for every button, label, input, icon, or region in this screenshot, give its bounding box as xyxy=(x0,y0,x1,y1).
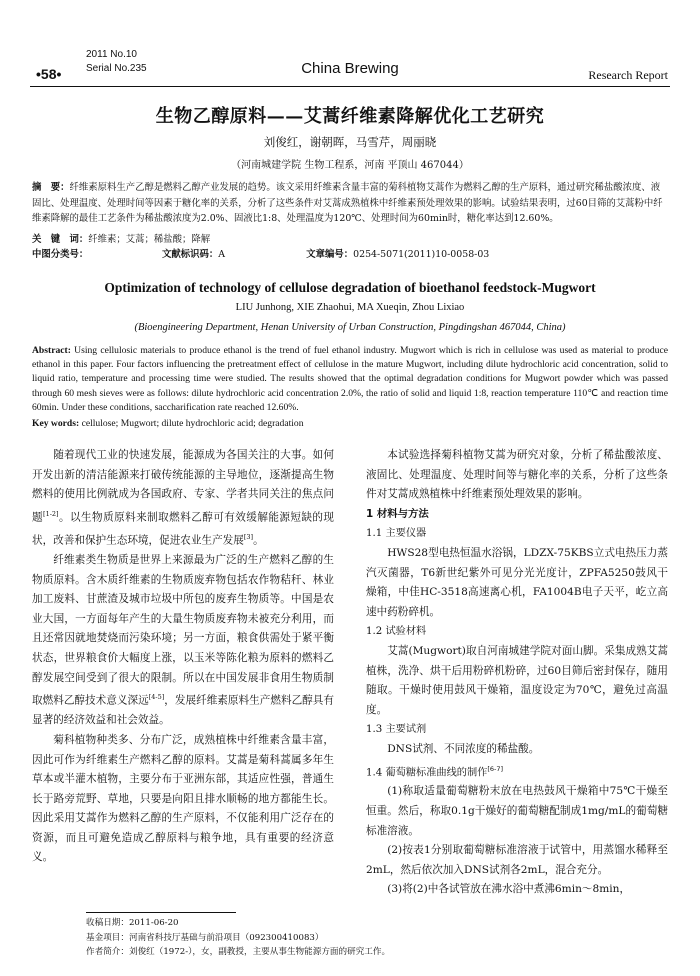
affiliation-english: (Bioengineering Department, Henan University of Urban Construction, Pingdingshan 467044, China) xyxy=(134,322,566,333)
abstract-en-text: Using cellulosic materials to produce ethanol is the trend of fuel ethanol industry. Mugwort which is rich in cellulose was used as material to produce ethanol in this paper. Four factors influencing the pretreatment effect of cellulose in the mature Mugwort, including dilute hydrochloric acid concentration, solid to liquid ratio, temperature and processing time were studied. The results showed that the optimal degradation conditions for Mugwort powder which was passed through 60 mesh sieves were as follows: dilute hydrochloric acid concentration 2.0%, the ratio of solid and liquid 1:8, reaction temperature 110℃ and reaction time 60min. Under these conditions, saccharification rate reached 12.60%. xyxy=(32,345,668,413)
subsection-heading xyxy=(366,760,668,783)
journal-name: China Brewing xyxy=(301,60,399,77)
text-run: 纤维素类生物质是世界上来源最为广泛的生产燃料乙醇的生物质原料。含木质纤维素的生物质废弃物包括农作物秸秆、林业加工废料、甘蔗渣及城市垃圾中所包的废弃生物质等。中国是农业大国，一方面每年产生的大量生物质废弃物未被充分利用，而且还常因就地焚烧而污染环境；另一方面，粮食供需处于紧平衡状态，世界粮食价大幅度上涨，以玉米等陈化粮为原料的燃料乙醇发展空间受到了很大的限制。所以在中国发展非食用生物质制取燃料乙醇技术意义深远 xyxy=(32,554,334,707)
authors-chinese: 刘俊红，谢朝晖，马雪芹，周丽晓 xyxy=(263,135,437,149)
doc-code-label: 文献标识码： xyxy=(162,249,219,260)
issue-serial: Serial No.235 xyxy=(86,63,147,74)
paragraph: (1)称取适量葡萄糖粉末放在电热鼓风干燥箱中75℃干燥至恒重。然后，称取0.1g干燥好的葡萄糖配制成1mg/mL的葡萄糖标准溶液。 xyxy=(366,785,668,837)
text-run: 。 xyxy=(253,534,264,547)
abstract-label: 摘 要： xyxy=(32,182,70,193)
keywords-label: 关 键 词： xyxy=(32,234,89,245)
citation: [1-2] xyxy=(43,509,59,518)
subsection-heading xyxy=(366,524,668,544)
heading-number: 1.1 xyxy=(366,528,386,540)
page-number: •58• xyxy=(36,66,62,82)
heading-text: 葡萄糖标准曲线的制作 xyxy=(385,766,488,778)
subsection-heading xyxy=(366,622,668,642)
article-no: 0254-5071(2011)10-0058-03 xyxy=(353,249,490,260)
section-label: Research Report xyxy=(588,68,668,82)
authors-english: LIU Junhong, XIE Zhaohui, MA Xueqin, Zhou Lixiao xyxy=(235,302,465,313)
heading-text: 主要试剂 xyxy=(385,724,427,736)
paragraph xyxy=(32,446,334,551)
issue-year: 2011 No.10 xyxy=(86,49,137,60)
paragraph: DNS试剂、不同浓度的稀盐酸。 xyxy=(387,742,540,755)
heading-text: 主要仪器 xyxy=(385,528,427,540)
abstract-english xyxy=(32,344,668,415)
paragraph: (2)按表1分别取葡萄糖标准溶液于试管中，用蒸馏水稀释至2mL，然后依次加入DNS试剂各2mL，混合充分。 xyxy=(366,844,668,876)
text-run: ，发展纤维素原料生产燃料乙醇具有显著的经济效益和社会效益。 xyxy=(32,694,334,727)
heading-number: 1.4 xyxy=(366,766,386,778)
heading-text: 试验材料 xyxy=(385,626,427,638)
paragraph: 艾蒿(Mugwort)取自河南城建学院对面山脚。采集成熟艾蒿植株，洗净、烘干后用粉碎机粉碎，过60目筛后密封保存，随用随取。干燥时使用鼓风干燥箱，温度设定为70℃，避免过高温度。 xyxy=(366,644,668,716)
header-rule xyxy=(30,86,670,87)
text-run: 随着现代工业的快速发展，能源成为各国关注的大事。如何开发出新的清洁能源来打破传统能源的主导地位，逐渐提高生物燃料的使用比例就成为各国政府、专家、学者共同关注的焦点问题 xyxy=(32,449,334,524)
funding: 基金项目：河南省科技厅基础与前沿项目（092300410083） xyxy=(86,932,324,943)
body-left-column xyxy=(32,446,334,868)
abstract-chinese xyxy=(32,180,668,227)
heading-number: 1.3 xyxy=(366,724,386,736)
footnote xyxy=(86,916,646,960)
clc-label: 中图分类号： xyxy=(32,249,89,260)
title-english: Optimization of technology of cellulose degradation of bioethanol feedstock-Mugwort xyxy=(104,280,596,295)
page-header xyxy=(0,0,700,88)
keywords-text: 纤维素；艾蒿；稀盐酸；降解 xyxy=(88,234,211,245)
abstract-text: 纤维素原料生产乙醇是燃料乙醇产业发展的趋势。该文采用纤维素含量丰富的菊科植物艾蒿作为燃料乙醇的生产原料，通过研究稀盐酸浓度、液固比、处理温度、处理时间等因素于糖化率的关系，分析了这些条件对艾蒿成熟植株中纤维素预处理效果的影响。试验结果表明，过60目筛的艾蒿粉中纤维素降解的最佳工艺条件为稀盐酸浓度为2.0%、固液比1:8、处理温度为120℃、处理时间为60min时，糖化率达到12.60%。 xyxy=(32,182,663,224)
abstract-en-label: Abstract: xyxy=(32,345,71,356)
text-run: 。以生物质原料来制取燃料乙醇可有效缓解能源短缺的现状，改善和保护生态环境，促进农业生产发展 xyxy=(32,511,335,547)
footnote-rule xyxy=(86,912,236,913)
doc-code: A xyxy=(218,249,226,260)
citation: [3] xyxy=(243,532,254,541)
received-date: 收稿日期：2011-06-20 xyxy=(86,918,179,928)
keywords-english xyxy=(32,418,668,429)
heading-number: 1.2 xyxy=(366,626,386,638)
paragraph: HWS28型电热恒温水浴锅，LDZX-75KBS立式电热压力蒸汽灭菌器，T6新世纪紫外可见分光光度计，ZPFA5250鼓风干燥箱，中佳HC-3518高速离心机，FA1004B电子天平，屹立高速中药粉碎机。 xyxy=(366,546,668,618)
citation: [6-7] xyxy=(487,764,504,773)
subsection-heading xyxy=(366,720,668,740)
body-right-column xyxy=(366,446,668,900)
citation: [4-5] xyxy=(148,693,165,702)
article-no-label: 文章编号： xyxy=(306,249,354,260)
paragraph: 菊科植物种类多、分布广泛，成熟植株中纤维素含量丰富，因此可作为纤维素生产燃料乙醇的原料。艾蒿是菊科蒿属多年生草本或半灌木植物，主要分布于亚洲东部，其适应性强，普通生长于路旁荒野、草地，只要是向阳且排水顺畅的地方都能生长。因此采用艾蒿作为燃料乙醇的生产原料，不仅能利用广泛存在的资源，而且可避免造成乙醇原料与粮争地，具有重要的经济意义。 xyxy=(32,733,334,864)
classification-line xyxy=(32,246,668,260)
section-heading: 1 材料与方法 xyxy=(366,507,429,520)
author-bio: 作者简介：刘俊红（1972-），女，副教授，主要从事生物能源方面的研究工作。 xyxy=(86,947,391,957)
keywords-en-label: Key words: xyxy=(32,418,80,429)
paragraph xyxy=(32,551,334,731)
paragraph: 本试验选择菊科植物艾蒿为研究对象，分析了稀盐酸浓度、液固比、处理温度、处理时间等与糖化率的关系，分析了这些条件对艾蒿成熟植株中纤维素预处理效果的影响。 xyxy=(366,449,668,501)
affiliation-chinese: （河南城建学院 生物工程系，河南 平顶山 467044） xyxy=(231,160,469,171)
keywords-en-text: cellulose; Mugwort; dilute hydrochloric acid; degradation xyxy=(81,418,304,429)
paragraph: (3)将(2)中各试管放在沸水浴中煮沸6min～8min， xyxy=(387,883,631,896)
title-chinese: 生物乙醇原料——艾蒿纤维素降解优化工艺研究 xyxy=(155,106,545,127)
